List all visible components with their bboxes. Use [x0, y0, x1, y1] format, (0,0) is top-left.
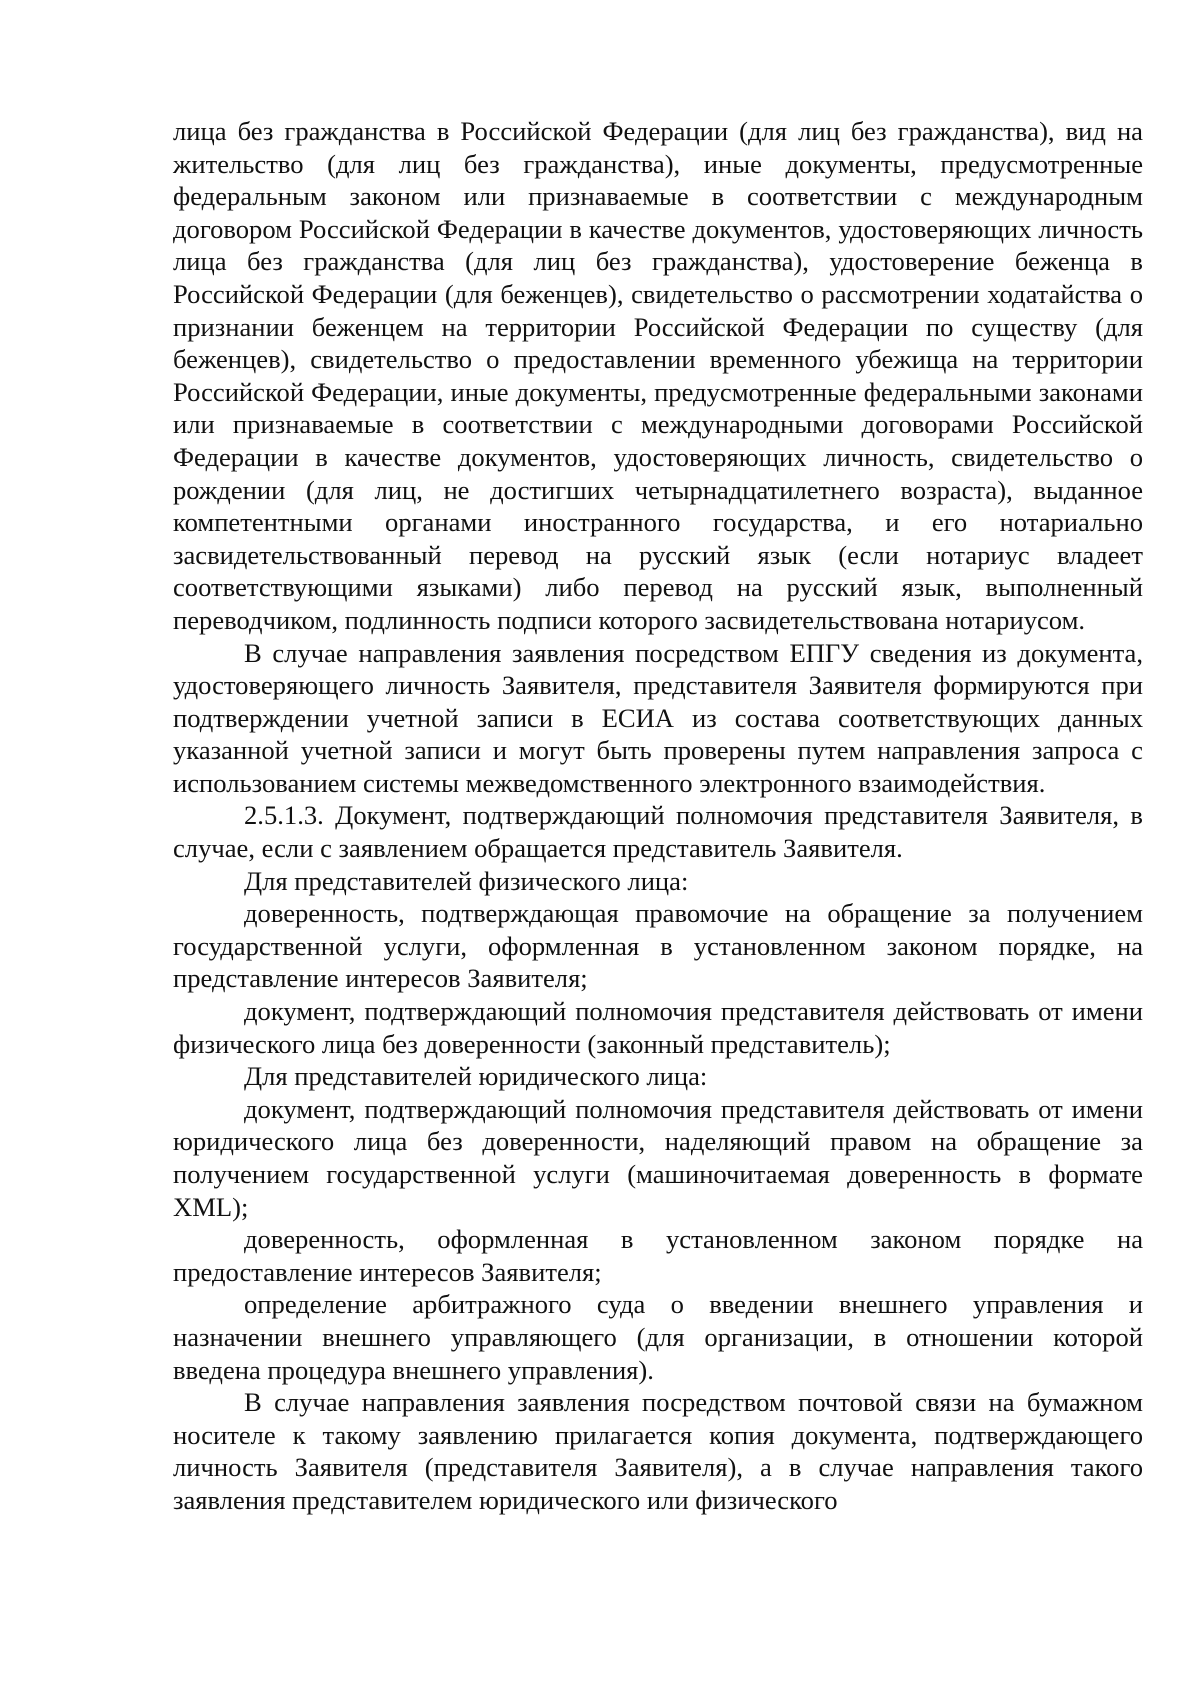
paragraph-1: лица без гражданства в Российской Федерации (для лиц без гражданства), вид на жительство (для лиц без гражданства), иные документы, предусмотренные федеральным законом или признаваемые в соответствии с международным договором Российской Федерации в качестве документов, удостоверяющих личность лица без гражданства (для лиц без гражданства), удостоверение беженца в Российской Федерации (для беженцев), свидетельство о рассмотрении ходатайства о признании беженцем на территории Российской Федерации по существу (для беженцев), свидетельство о предоставлении временного убежища на территории Российской Федерации, иные документы, предусмотренные федеральными законами или признаваемые в соответствии с международными договорами Российской Федерации в качестве документов, удостоверяющих личность, свидетельство о рождении (для лиц, не достигших четырнадцатилетнего возраста), выданное компетентными органами иностранного государства, и его нотариально засвидетельствованный перевод на русский язык (если нотариус владеет соответствующими языками) либо перевод на русский язык, выполненный переводчиком, подлинность подписи которого засвидетельствована нотариусом.: [173, 116, 1143, 635]
paragraph-2: В случае направления заявления посредством ЕПГУ сведения из документа, удостоверяющего личность Заявителя, представителя Заявителя формируются при подтверждении учетной записи в ЕСИА из состава соответствующих данных указанной учетной записи и могут быть проверены путем направления запроса с использованием системы межведомственного электронного взаимодействия.: [173, 637, 1143, 798]
paragraph-6: документ, подтверждающий полномочия представителя действовать от имени физического лица без доверенности (законный представитель);: [173, 996, 1143, 1059]
paragraph-4: Для представителей физического лица:: [244, 865, 689, 896]
document-page: [173, 115, 1143, 1517]
paragraph-7: Для представителей юридического лица:: [244, 1061, 708, 1092]
paragraph-11: В случае направления заявления посредством почтовой связи на бумажном носителе к такому заявлению прилагается копия документа, подтверждающего личность Заявителя (представителя Заявителя), а в случае направления такого заявления представителем юридического или физического: [173, 1387, 1143, 1515]
paragraph-8: документ, подтверждающий полномочия представителя действовать от имени юридического лица без доверенности, наделяющий правом на обращение за получением государственной услуги (машиночитаемая доверенность в формате XML);: [173, 1093, 1143, 1222]
paragraph-3: 2.5.1.3. Документ, подтверждающий полномочия представителя Заявителя, в случае, если с заявлением обращается представитель Заявителя.: [173, 800, 1143, 864]
paragraph-9: доверенность, оформленная в установленном законом порядке на предоставление интересов Заявителя;: [173, 1224, 1143, 1287]
paragraph-10: определение арбитражного суда о введении внешнего управления и назначении внешнего управляющего (для организации, в отношении которой введена процедура внешнего управления).: [173, 1289, 1143, 1385]
paragraph-5: доверенность, подтверждающая правомочие на обращение за получением государственной услуги, оформленная в установленном законом порядке, на представление интересов Заявителя;: [173, 898, 1143, 994]
